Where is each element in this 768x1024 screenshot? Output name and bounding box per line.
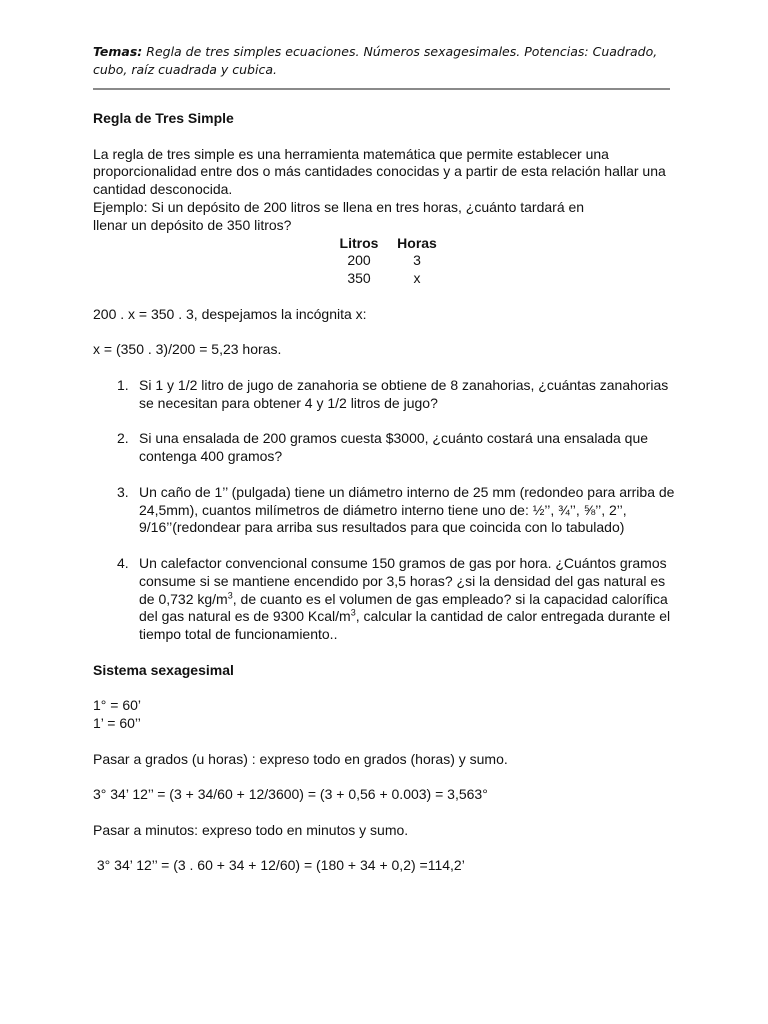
list-item-number: 3. (117, 483, 129, 500)
list-item-number: 2. (117, 430, 129, 447)
list-item-number: 4. (117, 554, 129, 571)
list-item (93, 555, 683, 644)
example-line-2: llenar un depósito de 350 litros? (93, 216, 292, 233)
list-item-number: 1. (117, 376, 129, 393)
table-row (333, 270, 683, 288)
definition-minute: 1’ = 60’’ (93, 715, 141, 732)
table-cell: 3 (413, 252, 421, 269)
to-degrees-instruction: Pasar a grados (u horas) : expreso todo en grados (horas) y sumo. (93, 750, 508, 767)
section-title-sexagesimal: Sistema sexagesimal (93, 661, 234, 678)
header-label: Temas: (93, 44, 143, 59)
table-cell: 350 (347, 270, 371, 287)
equation-step-2: x = (350 . 3)/200 = 5,23 horas. (93, 341, 282, 358)
equation-step-1: 200 . x = 350 . 3, despejamos la incógnita x: (93, 305, 367, 322)
example-line-1: Ejemplo: Si un depósito de 200 litros se llena en tres horas, ¿cuánto tardará en (93, 198, 585, 215)
intro-paragraph: La regla de tres simple es una herramienta matemática que permite establecer una proporcionalidad entre dos o más cantidades conocidas y a partir de esta relación hallar una cantidad desconocida. (93, 145, 666, 198)
to-minutes-instruction: Pasar a minutos: expreso todo en minutos y sumo. (93, 821, 409, 838)
list-item (93, 484, 683, 537)
list-item-text: Un caño de 1’’ (pulgada) tiene un diámetro interno de 25 mm (redondeo para arriba de 24,5mm), cuantos milímetros de diámetro interno tiene uno de: ½’’, ¾’’, ⅝’’, 2’’, 9/16’’(redondear para arriba sus resultados para que coincida con lo tabulado) (139, 483, 675, 536)
problem-list (93, 377, 683, 644)
minutes-example: 3° 34’ 12’’ = (3 . 60 + 34 + 12/60) = (180 + 34 + 0,2) =114,2’ (93, 857, 465, 874)
document-body (93, 110, 683, 875)
degrees-example: 3° 34’ 12’’ = (3 + 34/60 + 12/3600) = (3 + 0,56 + 0.003) = 3,563° (93, 786, 488, 803)
definition-degree: 1° = 60’ (93, 697, 142, 714)
section-title-regla: Regla de Tres Simple (93, 110, 234, 126)
list-item (93, 377, 683, 413)
table-header-horas: Horas (397, 234, 437, 251)
list-item-text: Si 1 y 1/2 litro de jugo de zanahoria se obtiene de 8 zanahorias, ¿cuántas zanahorias se necesitan para obtener 4 y 1/2 litros de jugo? (139, 376, 669, 411)
table-row (333, 252, 683, 270)
header-topics (93, 43, 673, 79)
list-item (93, 430, 683, 466)
proportion-table (333, 235, 683, 288)
table-header-litros: Litros (339, 234, 379, 251)
list-item-text: Si una ensalada de 200 gramos cuesta $3000, ¿cuánto costará una ensalada que contenga 400 gramos? (139, 430, 649, 465)
header-topics-text: Regla de tres simples ecuaciones. Números sexagesimales. Potencias: Cuadrado, cubo, raíz cuadrada y cubica. (93, 44, 658, 77)
header-divider (93, 88, 670, 90)
table-cell: x (413, 270, 421, 287)
table-cell: 200 (347, 252, 371, 269)
list-item-text: Un calefactor convencional consume 150 gramos de gas por hora. ¿Cuántos gramos consume si se mantiene encendido por 3,5 horas? ¿si la densidad del gas natural es de 0,732 $kg/m^3$, de cuanto es el volumen de gas empleado? si la capacidad calorífica del gas natural es de 9300 Kcal/$m^3$, calcular la cantidad de calor entregada durante el tiempo total de funcionamiento.. (139, 554, 671, 643)
table-header-row (333, 235, 683, 253)
